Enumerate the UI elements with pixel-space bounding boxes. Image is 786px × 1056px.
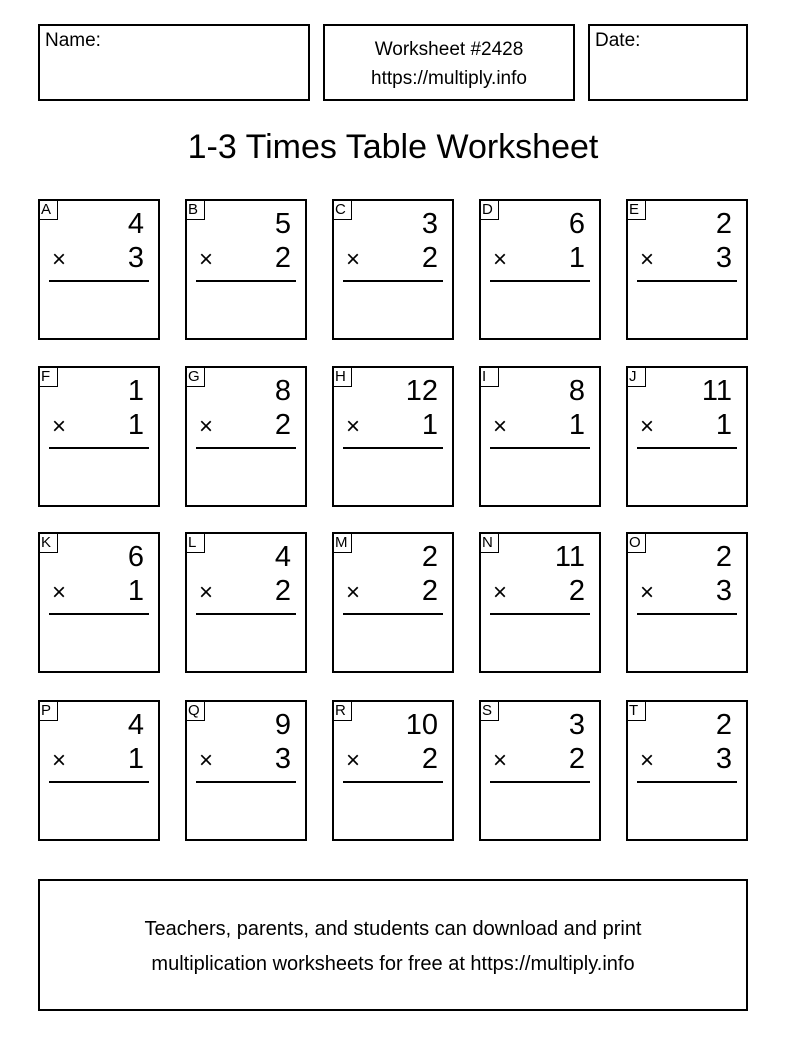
problem-card[interactable] xyxy=(479,366,601,507)
times-sign: × xyxy=(346,747,361,774)
problem-card[interactable] xyxy=(626,366,748,507)
problem-multiplicand: 10 xyxy=(405,709,438,741)
answer-line xyxy=(196,280,296,282)
problem-letter: P xyxy=(38,700,58,721)
answer-line xyxy=(343,447,443,449)
answer-line xyxy=(490,613,590,615)
problem-card[interactable] xyxy=(332,199,454,340)
problem-multiplier: 1 xyxy=(127,743,144,775)
problem-card[interactable] xyxy=(38,532,160,673)
problem-card[interactable] xyxy=(185,700,307,841)
problem-letter: D xyxy=(479,199,499,220)
problem-multiplicand: 12 xyxy=(405,375,438,407)
name-label: Name: xyxy=(45,30,101,51)
problem-card[interactable] xyxy=(626,532,748,673)
problem-multiplicand: 4 xyxy=(127,709,144,741)
problem-multiplicand: 4 xyxy=(274,541,291,573)
problem-card[interactable] xyxy=(332,532,454,673)
times-sign: × xyxy=(199,246,214,273)
problem-card[interactable] xyxy=(626,199,748,340)
problem-multiplicand: 6 xyxy=(568,208,585,240)
problem-multiplier: 3 xyxy=(715,242,732,274)
answer-line xyxy=(637,613,737,615)
problem-multiplier: 1 xyxy=(421,409,438,441)
problem-multiplicand: 2 xyxy=(421,541,438,573)
problem-multiplicand: 6 xyxy=(127,541,144,573)
problem-letter: G xyxy=(185,366,205,387)
answer-line xyxy=(49,280,149,282)
answer-line xyxy=(637,280,737,282)
problem-card[interactable] xyxy=(185,199,307,340)
problem-multiplier: 3 xyxy=(715,575,732,607)
problem-letter: I xyxy=(479,366,499,387)
times-sign: × xyxy=(199,747,214,774)
footer-line-2: multiplication worksheets for free at https://multiply.info xyxy=(151,953,635,975)
page-title: 1-3 Times Table Worksheet xyxy=(187,128,599,166)
problem-multiplicand: 3 xyxy=(568,709,585,741)
problem-multiplier: 1 xyxy=(715,409,732,441)
problem-letter: A xyxy=(38,199,58,220)
times-sign: × xyxy=(346,579,361,606)
times-sign: × xyxy=(52,413,67,440)
problem-multiplicand: 1 xyxy=(127,375,144,407)
answer-line xyxy=(637,447,737,449)
answer-line xyxy=(343,613,443,615)
problem-multiplicand: 2 xyxy=(715,709,732,741)
problem-card[interactable] xyxy=(38,199,160,340)
answer-line xyxy=(196,781,296,783)
answer-line xyxy=(343,280,443,282)
problem-multiplicand: 9 xyxy=(274,709,291,741)
problem-letter: E xyxy=(626,199,646,220)
problem-multiplicand: 5 xyxy=(274,208,291,240)
problem-multiplier: 3 xyxy=(715,743,732,775)
problem-letter: O xyxy=(626,532,646,553)
worksheet-info-box xyxy=(323,24,575,101)
times-sign: × xyxy=(346,413,361,440)
problem-multiplicand: 8 xyxy=(274,375,291,407)
answer-line xyxy=(49,447,149,449)
problem-card[interactable] xyxy=(38,700,160,841)
problem-multiplier: 2 xyxy=(274,242,291,274)
times-sign: × xyxy=(493,579,508,606)
problem-multiplier: 1 xyxy=(568,242,585,274)
times-sign: × xyxy=(640,579,655,606)
problem-multiplicand: 3 xyxy=(421,208,438,240)
problem-card[interactable] xyxy=(479,700,601,841)
problem-card[interactable] xyxy=(332,700,454,841)
problem-multiplier: 1 xyxy=(568,409,585,441)
problem-multiplier: 2 xyxy=(421,575,438,607)
footer-box xyxy=(38,879,748,1011)
problem-card[interactable] xyxy=(479,199,601,340)
problem-letter: T xyxy=(626,700,646,721)
problem-multiplier: 3 xyxy=(274,743,291,775)
problem-letter: M xyxy=(332,532,352,553)
times-sign: × xyxy=(52,246,67,273)
problem-letter: Q xyxy=(185,700,205,721)
times-sign: × xyxy=(640,747,655,774)
problem-multiplier: 2 xyxy=(274,575,291,607)
problem-multiplicand: 4 xyxy=(127,208,144,240)
problem-card[interactable] xyxy=(185,366,307,507)
problem-letter: B xyxy=(185,199,205,220)
problem-multiplier: 1 xyxy=(127,409,144,441)
answer-line xyxy=(49,781,149,783)
problem-letter: L xyxy=(185,532,205,553)
problem-multiplier: 2 xyxy=(421,743,438,775)
answer-line xyxy=(637,781,737,783)
problem-multiplier: 1 xyxy=(127,575,144,607)
problem-multiplicand: 11 xyxy=(554,541,585,573)
times-sign: × xyxy=(640,413,655,440)
answer-line xyxy=(490,280,590,282)
date-box[interactable] xyxy=(588,24,748,101)
problem-multiplicand: 8 xyxy=(568,375,585,407)
problem-multiplicand: 11 xyxy=(701,375,732,407)
worksheet-number: Worksheet #2428 xyxy=(374,39,524,60)
problem-card[interactable] xyxy=(479,532,601,673)
answer-line xyxy=(49,613,149,615)
times-sign: × xyxy=(493,413,508,440)
times-sign: × xyxy=(52,747,67,774)
problem-multiplicand: 2 xyxy=(715,541,732,573)
problem-multiplicand: 2 xyxy=(715,208,732,240)
times-sign: × xyxy=(199,579,214,606)
answer-line xyxy=(490,447,590,449)
problem-card[interactable] xyxy=(626,700,748,841)
problem-multiplier: 2 xyxy=(568,575,585,607)
times-sign: × xyxy=(640,246,655,273)
times-sign: × xyxy=(52,579,67,606)
problem-letter: H xyxy=(332,366,352,387)
problem-multiplier: 3 xyxy=(127,242,144,274)
answer-line xyxy=(343,781,443,783)
problem-letter: C xyxy=(332,199,352,220)
problem-letter: R xyxy=(332,700,352,721)
problem-multiplier: 2 xyxy=(568,743,585,775)
times-sign: × xyxy=(493,246,508,273)
answer-line xyxy=(196,613,296,615)
footer-line-1: Teachers, parents, and students can download and print xyxy=(144,918,642,940)
worksheet-url: https://multiply.info xyxy=(371,68,527,89)
problem-multiplier: 2 xyxy=(274,409,291,441)
times-sign: × xyxy=(199,413,214,440)
name-box[interactable] xyxy=(38,24,310,101)
problem-letter: K xyxy=(38,532,58,553)
times-sign: × xyxy=(493,747,508,774)
problem-card[interactable] xyxy=(38,366,160,507)
problem-letter: J xyxy=(626,366,646,387)
problem-card[interactable] xyxy=(332,366,454,507)
problem-multiplier: 2 xyxy=(421,242,438,274)
answer-line xyxy=(196,447,296,449)
problem-letter: N xyxy=(479,532,499,553)
date-label: Date: xyxy=(595,30,641,51)
problem-letter: F xyxy=(38,366,58,387)
times-sign: × xyxy=(346,246,361,273)
problem-letter: S xyxy=(479,700,499,721)
problem-card[interactable] xyxy=(185,532,307,673)
answer-line xyxy=(490,781,590,783)
